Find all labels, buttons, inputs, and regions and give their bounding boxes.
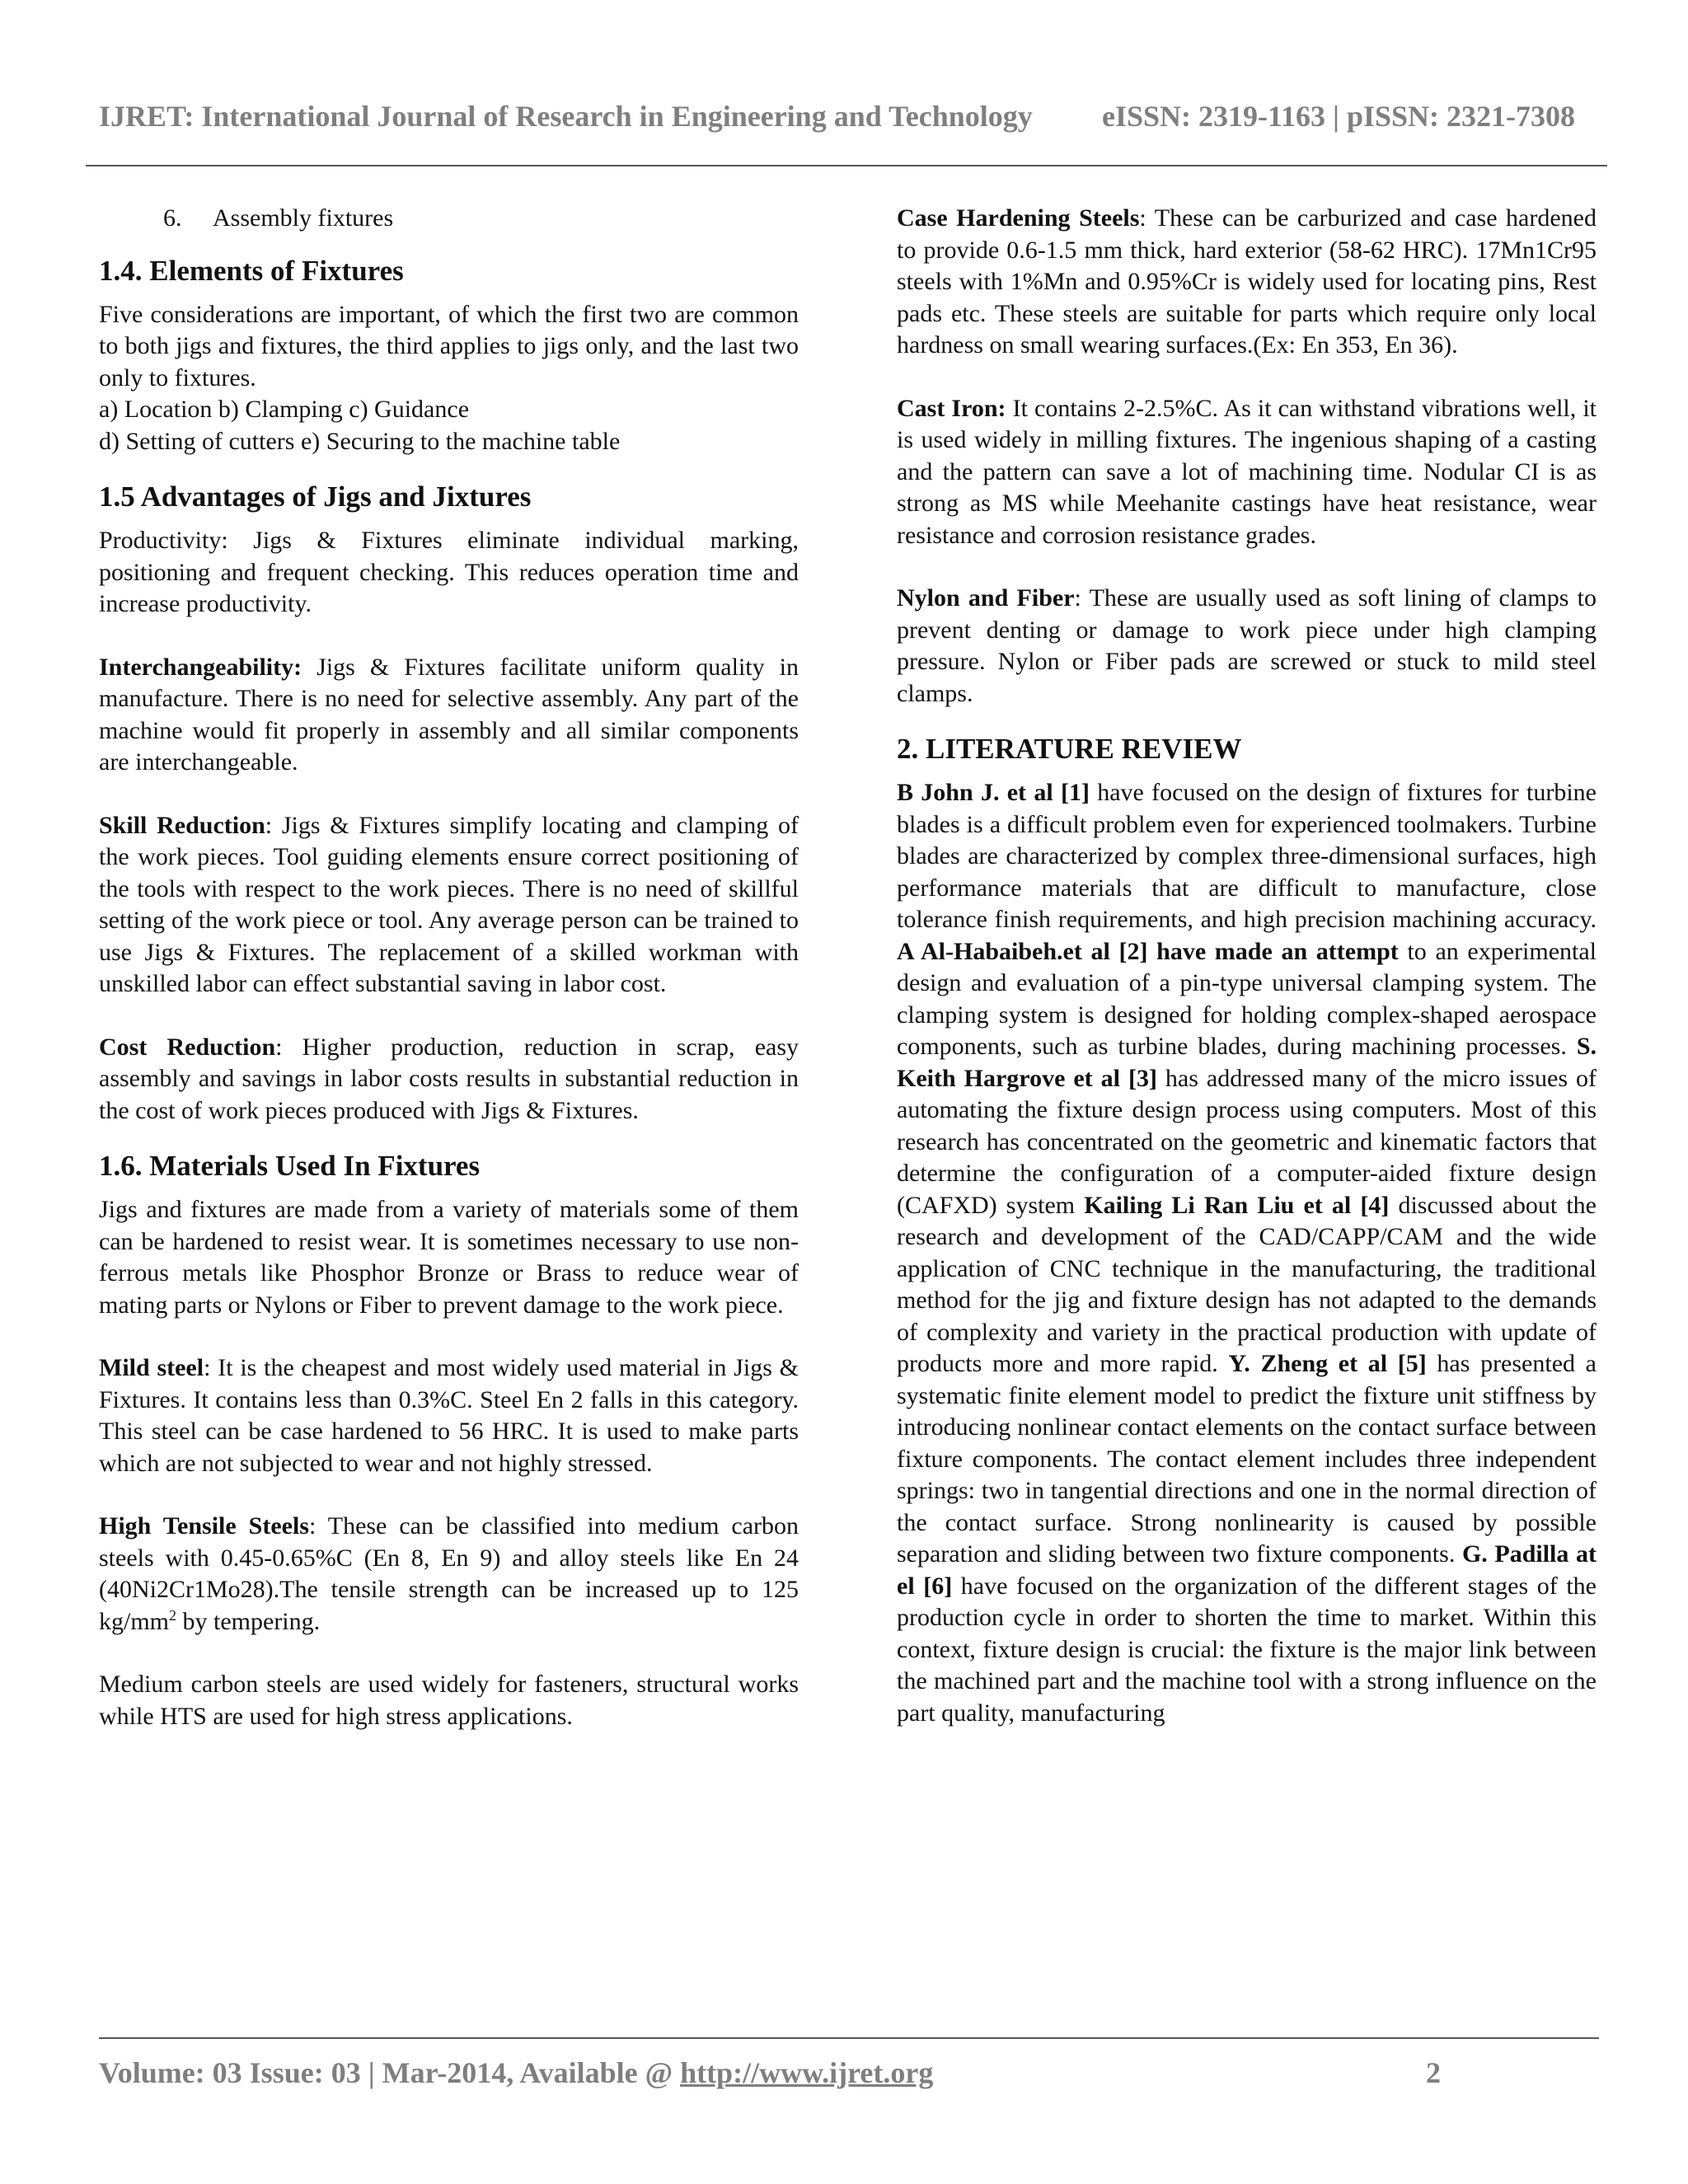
issn-info: eISSN: 2319-1163 | pISSN: 2321-7308 (1102, 100, 1575, 133)
left-column (99, 203, 799, 1732)
page-header (99, 99, 1599, 134)
paragraph-cost-reduction: Cost Reduction: Higher production, reduction in scrap, easy assembly and savings in labor costs results in substantial reduction in the cost of work pieces produced with Jigs & Fixtures. (99, 1033, 799, 1124)
paragraph-line: a) Location b) Clamping c) Guidance (99, 396, 470, 423)
footer-divider (99, 2037, 1599, 2039)
page-number: 2 (1426, 2056, 1441, 2089)
footer-volume: Volume: 03 Issue: 03 | Mar-2014, Available @ (99, 2056, 681, 2089)
journal-title: IJRET: International Journal of Research in Engineering and Technology (99, 100, 1033, 133)
paragraph-mild-steel: Mild steel: It is the cheapest and most widely used material in Jigs & Fixtures. It contains less than 0.3%C. Steel En 2 falls in this category. This steel can be case hardened to 56 HRC. It is used to make parts which are not subjected to wear and not highly stressed. (99, 1354, 799, 1477)
paragraph-interchangeability: Interchangeability: Jigs & Fixtures facilitate uniform quality in manufacture. There is no need for selective assembly. Any part of the machine would fit properly in assembly and all similar components are interchangeable. (99, 653, 799, 776)
right-column (897, 203, 1597, 1729)
page-footer (99, 2055, 1599, 2090)
header-divider (86, 165, 1607, 166)
paragraph-high-tensile: High Tensile Steels: These can be classified into medium carbon steels with 0.45-0.65%C (En 8, En 9) and alloy steels like En 24 (40Ni2Cr1Mo28).The tensile strength can be increased up to 125 $kg/mm^2$ by tempering. (99, 1512, 799, 1635)
paragraph-nylon-fiber: Nylon and Fiber: These are usually used as soft lining of clamps to prevent denting or damage to work piece under high clamping pressure. Nylon or Fiber pads are screwed or stuck to mild steel clamps. (897, 584, 1597, 707)
paragraph-skill-reduction: Skill Reduction: Jigs & Fixtures simplify locating and clamping of the work pieces. Tool guiding elements ensure correct positioning of the tools with respect to the work pieces. There is no need of skillful setting of the work piece or tool. Any average person can be trained to use Jigs & Fixtures. The replacement of a skilled workman with unskilled labor can effect substantial saving in labor cost. (99, 811, 799, 997)
paragraph-cast-iron: Cast Iron: It contains 2-2.5%C. As it can withstand vibrations well, it is used widely in milling fixtures. The ingenious shaping of a casting and the pattern can save a lot of machining time. Nodular CI is as strong as MS while Meehanite castings have heat resistance, wear resistance and corrosion resistance grades. (897, 394, 1597, 549)
section-heading-1-6: 1.6. Materials Used In Fixtures (99, 1150, 481, 1182)
paragraph-medium-carbon: Medium carbon steels are used widely for fasteners, structural works while HTS are used for high stress applications. (99, 1671, 799, 1730)
section-heading-1-4: 1.4. Elements of Fixtures (99, 254, 404, 287)
list-item: 6. Assembly fixtures (163, 204, 394, 232)
section-heading-1-5: 1.5 Advantages of Jigs and Jixtures (99, 480, 532, 513)
paragraph-literature: B John J. et al [1] have focused on the design of fixtures for turbine blades is a difficult problem even for experienced toolmakers. Turbine blades are characterized by complex three-dimensional surfaces, high performance materials that are difficult to manufacture, close tolerance finish requirements, and high precision machining accuracy. A Al-Habaibeh.et al [2] have made an attempt to an experimental design and evaluation of a pin-type universal clamping system. The clamping system is designed for holding complex-shaped aerospace components, such as turbine blades, during machining processes. S. Keith Hargrove et al [3] has addressed many of the micro issues of automating the fixture design process using computers. Most of this research has concentrated on the geometric and kinematic factors that determine the configuration of a computer-aided fixture design (CAFXD) system Kailing Li Ran Liu et al [4] discussed about the research and development of the CAD/CAPP/CAM and the wide application of CNC technique in the manufacturing, the traditional method for the jig and fixture design has not adapted to the demands of complexity and variety in the practical production with update of products more and more rapid. Y. Zheng et al [5] has presented a systematic finite element model to predict the fixture unit stiffness by introducing nonlinear contact elements on the contact surface between fixture components. The contact element includes three independent springs: two in tangential directions and one in the normal direction of the contact surface. Strong nonlinearity is caused by possible separation and sliding between two fixture components. G. Padilla at el [6] have focused on the organization of the different stages of the production cycle in order to shorten the time to market. Within this context, fixture design is crucial: the fixture is the major link between the machined part and the machine tool with a strong influence on the part quality, manufacturing (897, 779, 1597, 1727)
paragraph-materials: Jigs and fixtures are made from a variety of materials some of them can be hardened to resist wear. It is sometimes necessary to use non-ferrous metals like Phosphor Bronze or Brass to reduce wear of mating parts or Nylons or Fiber to prevent damage to the work piece. (99, 1196, 799, 1319)
journal-link[interactable]: http://www.ijret.org (680, 2056, 934, 2089)
paragraph-productivity: Productivity: Jigs & Fixtures eliminate individual marking, positioning and frequent checking. This reduces operation time and increase productivity. (99, 527, 799, 617)
paragraph: Five considerations are important, of which the first two are common to both jigs and fixtures, the third applies to jigs only, and the last two only to fixtures. (99, 300, 799, 391)
paragraph-case-hardening: Case Hardening Steels: These can be carburized and case hardened to provide 0.6-1.5 mm thick, hard exterior (58-62 HRC). 17Mn1Cr95 steels with 1%Mn and 0.95%Cr is widely used for locating pins, Rest pads etc. These steels are suitable for parts which require only local hardness on small wearing surfaces.(Ex: En 353, En 36). (897, 204, 1597, 359)
section-heading-literature-review: 2. LITERATURE REVIEW (897, 733, 1242, 765)
paragraph-line: d) Setting of cutters e) Securing to the machine table (99, 427, 621, 455)
